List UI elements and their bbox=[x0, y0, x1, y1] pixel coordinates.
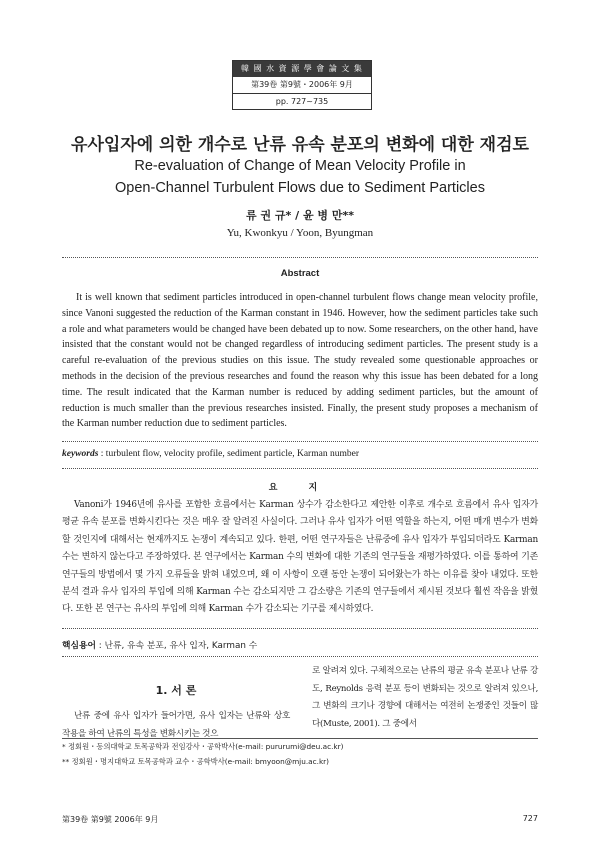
divider bbox=[62, 441, 538, 442]
section-heading: 1. 서 론 bbox=[155, 684, 197, 697]
authors-english: Yu, Kwonkyu / Yoon, Byungman bbox=[226, 227, 374, 239]
title-korean: 유사입자에 의한 개수로 난류 유속 분포의 변화에 대한 재검토 bbox=[71, 135, 529, 155]
keywords-korean-label: 핵심용어 bbox=[62, 641, 96, 651]
footnote-2: ** 정회원・명지대학교 토목공학과 교수・공학박사(e-mail: bmyoon@mju.ac.kr) bbox=[62, 757, 330, 766]
keywords-text: : turbulent flow, velocity profile, sediment particle, Karman number bbox=[98, 449, 359, 459]
page-number: 727 bbox=[522, 814, 538, 823]
title-english bbox=[0, 155, 600, 199]
footnote-1: * 정회원・동의대학교 토목공학과 전임강사・공학박사(e-mail: pururumi@deu.ac.kr) bbox=[62, 742, 344, 751]
yoji-heading: 요 지 bbox=[268, 483, 332, 493]
footnote-divider bbox=[62, 738, 538, 739]
body-left-column: 난류 중에 유사 입자가 들어가면, 유사 입자는 난류와 상호 작용을 하여 난류의 특성을 변화시키는 것으 bbox=[62, 711, 290, 739]
divider bbox=[62, 656, 538, 657]
divider bbox=[62, 468, 538, 469]
journal-info-box bbox=[232, 60, 372, 110]
yoji-text: Vanoni가 1946년에 유사를 포함한 흐름에서는 Karman 상수가 감소한다고 제안한 이후로 개수로 흐름에서 유사 입자가 평균 유속 분포를 변화시킨다는 것은 매우 잘 알려진 사실이다. 그러나 유사 입자가 어떤 역할을 하는지, 어떤 매개 변수가 변화할 것인지에 대해서는 현재까지도 논쟁이 계속되고 있다. 한편, 어떤 연구자들은 난류중에 유사 입자가 투입되더라도 Karman 수는 변하지 않는다고 주장하였다. 본 연구에서는 Karman 수의 변화에 대한 기존의 연구들을 재평가하였다. 이를 통하여 기존 연구들의 방법에서 몇 가지 오류들을 밝혀 내었으며, 왜 이 사항이 오랜 동안 논쟁이 되어왔는가 하는 이유를 찾아 내었다. 또한 분석 결과 유사 입자의 투입에 의해 Karman 수는 감소되지만 그 감소량은 기존의 연구들에서 제시된 것보다 훨씬 작음을 밝혔다. 또한 본 연구는 유사의 투입에 의해 Karman 수가 감소되는 기구를 제시하였다. bbox=[62, 500, 538, 615]
keywords-line bbox=[62, 449, 538, 459]
journal-volume: 第39卷 第9號・2006年 9月 bbox=[233, 77, 371, 94]
divider bbox=[62, 257, 538, 258]
authors-korean: 류 권 규* / 윤 병 만** bbox=[245, 209, 354, 222]
keywords-korean-line bbox=[62, 638, 538, 651]
title-english-line1: Re-evaluation of Change of Mean Velocity Profile in bbox=[134, 158, 466, 174]
abstract-heading: Abstract bbox=[280, 268, 320, 279]
journal-pages: pp. 727~735 bbox=[275, 97, 329, 106]
body-right-column: 로 알려져 있다. 구체적으로는 난류의 평균 유속 분포나 난류 강도, Reynolds 응력 분포 등이 변화되는 것으로 알려져 있으나, 그 변화의 크기나 경향에 대해서는 여전히 논쟁중인 것들이 많다(Muste, 2001). 그 중에서 bbox=[312, 666, 538, 729]
abstract-text: It is well known that sediment particles introduced in open-channel turbulent flows change mean velocity profile, since Vanoni suggested the reduction of the Karman constant in 1946. However, how the sediment particles take such a role and what parameters would be changed have been debated up to now. Some researchers, on the other hand, have insisted that the constant would not be changed regardless of introducing sediment particles. The present study is a careful re-evaluation of the previous studies on this issue. The study revealed some questionable approaches or methods in the decision of the previous researches and found the reason why this issue has been debated for a long time. The result indicated that the Karman number is reduced by adding sediment particles, but the amount of reduction is much smaller than the previous researches insisted. Finally, the present study proposes a mechanism of the Karman number reduction due to sediment particles. bbox=[62, 292, 538, 430]
journal-name: 韓 國 水 資 源 學 會 論 文 集 bbox=[233, 61, 371, 77]
divider bbox=[62, 628, 538, 629]
footer-issue: 第39卷 第9號 2006年 9月 bbox=[62, 815, 159, 824]
keywords-label: keywords bbox=[62, 449, 99, 459]
title-english-line2: Open-Channel Turbulent Flows due to Sediment Particles bbox=[115, 180, 485, 196]
keywords-korean-text: : 난류, 유속 분포, 유사 입자, Karman 수 bbox=[96, 641, 258, 651]
